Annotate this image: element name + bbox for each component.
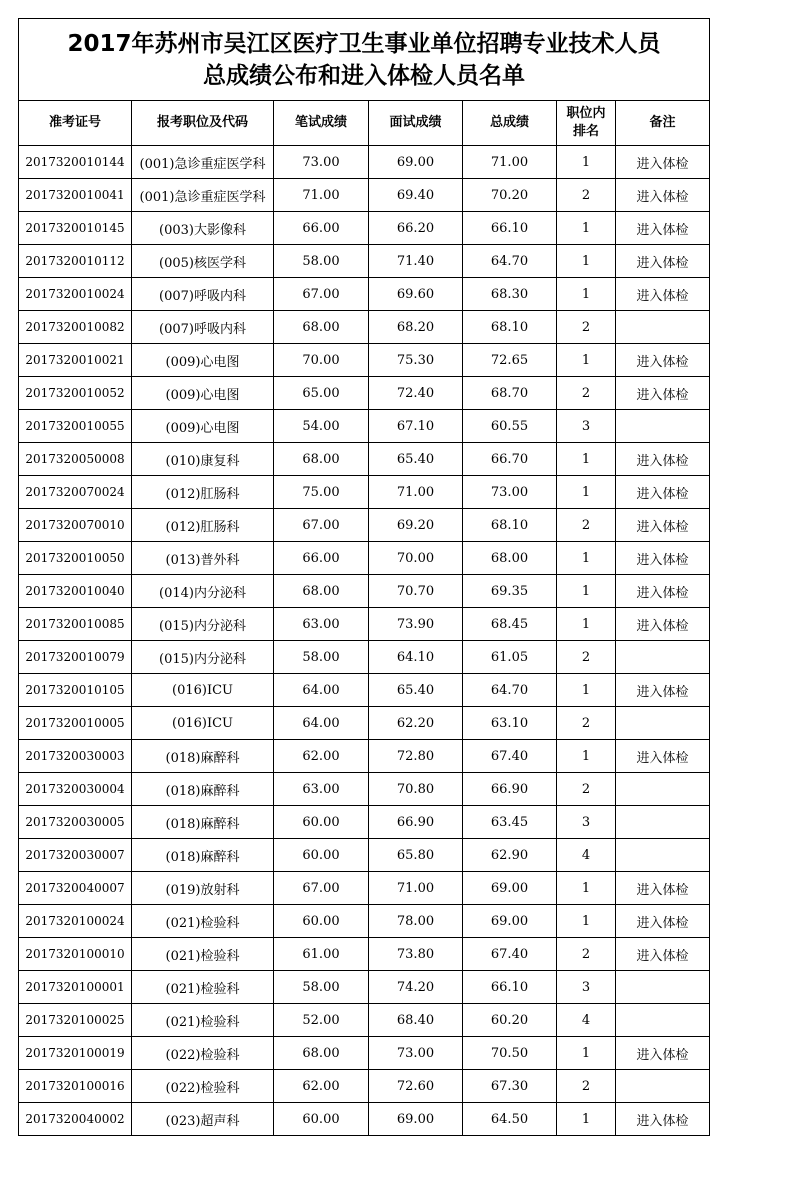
cell-note: 进入体检 xyxy=(616,674,710,707)
cell-note: 进入体检 xyxy=(616,377,710,410)
cell-interview: 68.40 xyxy=(369,1004,463,1037)
header-row xyxy=(19,101,710,146)
table-row xyxy=(19,608,710,641)
cell-position: (019)放射科 xyxy=(132,872,274,905)
table-row xyxy=(19,773,710,806)
header-rank-line-2: 排名 xyxy=(572,124,599,139)
table-row xyxy=(19,377,710,410)
cell-position: (018)麻醉科 xyxy=(132,806,274,839)
table-row xyxy=(19,1103,710,1136)
cell-position: (012)肛肠科 xyxy=(132,509,274,542)
cell-note xyxy=(616,641,710,674)
cell-rank: 4 xyxy=(557,839,616,872)
cell-id: 2017320010041 xyxy=(19,179,132,212)
cell-rank: 2 xyxy=(557,938,616,971)
header-interview: 面试成绩 xyxy=(369,101,463,146)
cell-rank: 1 xyxy=(557,245,616,278)
cell-position: (016)ICU xyxy=(132,707,274,740)
cell-note xyxy=(616,311,710,344)
cell-interview: 74.20 xyxy=(369,971,463,1004)
cell-interview: 72.40 xyxy=(369,377,463,410)
cell-position: (015)内分泌科 xyxy=(132,608,274,641)
cell-interview: 69.00 xyxy=(369,146,463,179)
cell-id: 2017320010112 xyxy=(19,245,132,278)
cell-id: 2017320030007 xyxy=(19,839,132,872)
table-row xyxy=(19,1004,710,1037)
header-position: 报考职位及代码 xyxy=(132,101,274,146)
cell-rank: 2 xyxy=(557,773,616,806)
cell-written: 58.00 xyxy=(274,245,369,278)
cell-id: 2017320010145 xyxy=(19,212,132,245)
table-row xyxy=(19,245,710,278)
cell-rank: 3 xyxy=(557,410,616,443)
cell-interview: 66.20 xyxy=(369,212,463,245)
cell-total: 70.20 xyxy=(463,179,557,212)
cell-position: (007)呼吸内科 xyxy=(132,278,274,311)
results-sheet xyxy=(18,18,709,1136)
cell-written: 58.00 xyxy=(274,971,369,1004)
cell-id: 2017320040007 xyxy=(19,872,132,905)
cell-id: 2017320030003 xyxy=(19,740,132,773)
cell-position: (013)普外科 xyxy=(132,542,274,575)
cell-id: 2017320010052 xyxy=(19,377,132,410)
cell-id: 2017320010021 xyxy=(19,344,132,377)
cell-rank: 3 xyxy=(557,971,616,1004)
cell-total: 62.90 xyxy=(463,839,557,872)
cell-note xyxy=(616,806,710,839)
table-row xyxy=(19,905,710,938)
cell-note: 进入体检 xyxy=(616,245,710,278)
cell-note: 进入体检 xyxy=(616,179,710,212)
cell-written: 66.00 xyxy=(274,212,369,245)
header-rank-line-1: 职位内 xyxy=(566,106,606,121)
cell-id: 2017320100024 xyxy=(19,905,132,938)
cell-id: 2017320030005 xyxy=(19,806,132,839)
cell-written: 75.00 xyxy=(274,476,369,509)
table-row xyxy=(19,674,710,707)
cell-written: 60.00 xyxy=(274,1103,369,1136)
cell-note: 进入体检 xyxy=(616,872,710,905)
cell-total: 64.70 xyxy=(463,245,557,278)
cell-interview: 64.10 xyxy=(369,641,463,674)
cell-written: 62.00 xyxy=(274,1070,369,1103)
cell-total: 69.00 xyxy=(463,872,557,905)
table-row xyxy=(19,146,710,179)
cell-written: 68.00 xyxy=(274,1037,369,1070)
cell-written: 58.00 xyxy=(274,641,369,674)
cell-interview: 71.40 xyxy=(369,245,463,278)
cell-note: 进入体检 xyxy=(616,278,710,311)
cell-interview: 73.80 xyxy=(369,938,463,971)
cell-note: 进入体检 xyxy=(616,509,710,542)
cell-id: 2017320040002 xyxy=(19,1103,132,1136)
table-row xyxy=(19,641,710,674)
cell-rank: 3 xyxy=(557,806,616,839)
cell-interview: 62.20 xyxy=(369,707,463,740)
cell-rank: 1 xyxy=(557,674,616,707)
cell-note: 进入体检 xyxy=(616,938,710,971)
cell-position: (021)检验科 xyxy=(132,1004,274,1037)
cell-note: 进入体检 xyxy=(616,443,710,476)
cell-rank: 1 xyxy=(557,278,616,311)
cell-total: 69.00 xyxy=(463,905,557,938)
cell-total: 66.10 xyxy=(463,212,557,245)
cell-written: 66.00 xyxy=(274,542,369,575)
cell-written: 68.00 xyxy=(274,443,369,476)
cell-position: (021)检验科 xyxy=(132,938,274,971)
cell-position: (001)急诊重症医学科 xyxy=(132,146,274,179)
cell-note: 进入体检 xyxy=(616,608,710,641)
cell-rank: 1 xyxy=(557,1103,616,1136)
cell-interview: 69.20 xyxy=(369,509,463,542)
cell-total: 68.10 xyxy=(463,311,557,344)
cell-rank: 1 xyxy=(557,212,616,245)
cell-rank: 1 xyxy=(557,575,616,608)
cell-total: 63.10 xyxy=(463,707,557,740)
title-row xyxy=(19,19,710,101)
table-row xyxy=(19,1070,710,1103)
cell-total: 71.00 xyxy=(463,146,557,179)
cell-rank: 1 xyxy=(557,542,616,575)
cell-written: 64.00 xyxy=(274,707,369,740)
cell-total: 64.70 xyxy=(463,674,557,707)
table-row xyxy=(19,443,710,476)
cell-position: (003)大影像科 xyxy=(132,212,274,245)
cell-interview: 68.20 xyxy=(369,311,463,344)
cell-rank: 1 xyxy=(557,146,616,179)
cell-id: 2017320100019 xyxy=(19,1037,132,1070)
cell-position: (018)麻醉科 xyxy=(132,740,274,773)
cell-interview: 78.00 xyxy=(369,905,463,938)
table-row xyxy=(19,278,710,311)
table-row xyxy=(19,740,710,773)
cell-total: 60.20 xyxy=(463,1004,557,1037)
cell-id: 2017320030004 xyxy=(19,773,132,806)
cell-total: 61.05 xyxy=(463,641,557,674)
cell-id: 2017320010079 xyxy=(19,641,132,674)
cell-interview: 65.40 xyxy=(369,674,463,707)
cell-total: 68.30 xyxy=(463,278,557,311)
cell-rank: 1 xyxy=(557,1037,616,1070)
table-row xyxy=(19,872,710,905)
cell-note: 进入体检 xyxy=(616,1037,710,1070)
cell-id: 2017320070010 xyxy=(19,509,132,542)
cell-rank: 2 xyxy=(557,311,616,344)
table-body xyxy=(19,146,710,1136)
cell-interview: 75.30 xyxy=(369,344,463,377)
table-row xyxy=(19,971,710,1004)
cell-written: 63.00 xyxy=(274,608,369,641)
cell-written: 65.00 xyxy=(274,377,369,410)
cell-interview: 70.70 xyxy=(369,575,463,608)
cell-rank: 2 xyxy=(557,1070,616,1103)
cell-written: 67.00 xyxy=(274,278,369,311)
cell-written: 64.00 xyxy=(274,674,369,707)
cell-written: 73.00 xyxy=(274,146,369,179)
cell-note xyxy=(616,410,710,443)
cell-id: 2017320010105 xyxy=(19,674,132,707)
cell-id: 2017320100010 xyxy=(19,938,132,971)
cell-position: (007)呼吸内科 xyxy=(132,311,274,344)
cell-total: 68.10 xyxy=(463,509,557,542)
cell-rank: 1 xyxy=(557,443,616,476)
cell-position: (015)内分泌科 xyxy=(132,641,274,674)
cell-interview: 72.80 xyxy=(369,740,463,773)
cell-total: 69.35 xyxy=(463,575,557,608)
cell-written: 61.00 xyxy=(274,938,369,971)
cell-position: (014)内分泌科 xyxy=(132,575,274,608)
cell-written: 60.00 xyxy=(274,839,369,872)
cell-id: 2017320010024 xyxy=(19,278,132,311)
cell-total: 66.90 xyxy=(463,773,557,806)
table-row xyxy=(19,509,710,542)
cell-position: (010)康复科 xyxy=(132,443,274,476)
page-title xyxy=(19,19,710,101)
cell-total: 67.30 xyxy=(463,1070,557,1103)
results-table xyxy=(18,18,710,1136)
cell-note: 进入体检 xyxy=(616,146,710,179)
cell-position: (009)心电图 xyxy=(132,410,274,443)
table-row xyxy=(19,806,710,839)
cell-id: 2017320010040 xyxy=(19,575,132,608)
cell-interview: 65.40 xyxy=(369,443,463,476)
title-line-1: 2017年苏州市吴江区医疗卫生事业单位招聘专业技术人员 xyxy=(67,30,661,57)
cell-rank: 1 xyxy=(557,476,616,509)
cell-interview: 69.60 xyxy=(369,278,463,311)
cell-interview: 71.00 xyxy=(369,476,463,509)
cell-total: 67.40 xyxy=(463,938,557,971)
cell-position: (021)检验科 xyxy=(132,971,274,1004)
cell-id: 2017320010082 xyxy=(19,311,132,344)
cell-note: 进入体检 xyxy=(616,476,710,509)
cell-position: (001)急诊重症医学科 xyxy=(132,179,274,212)
cell-interview: 65.80 xyxy=(369,839,463,872)
header-written: 笔试成绩 xyxy=(274,101,369,146)
cell-id: 2017320010050 xyxy=(19,542,132,575)
cell-total: 73.00 xyxy=(463,476,557,509)
cell-total: 66.70 xyxy=(463,443,557,476)
table-row xyxy=(19,542,710,575)
cell-total: 70.50 xyxy=(463,1037,557,1070)
title-line-2: 总成绩公布和进入体检人员名单 xyxy=(203,62,525,89)
cell-id: 2017320010085 xyxy=(19,608,132,641)
header-note: 备注 xyxy=(616,101,710,146)
cell-interview: 70.80 xyxy=(369,773,463,806)
header-rank xyxy=(557,101,616,146)
cell-total: 68.70 xyxy=(463,377,557,410)
cell-rank: 1 xyxy=(557,905,616,938)
cell-interview: 69.00 xyxy=(369,1103,463,1136)
cell-written: 67.00 xyxy=(274,509,369,542)
cell-id: 2017320010005 xyxy=(19,707,132,740)
cell-total: 66.10 xyxy=(463,971,557,1004)
table-row xyxy=(19,410,710,443)
table-row xyxy=(19,311,710,344)
cell-note: 进入体检 xyxy=(616,212,710,245)
cell-written: 68.00 xyxy=(274,575,369,608)
cell-interview: 70.00 xyxy=(369,542,463,575)
cell-written: 68.00 xyxy=(274,311,369,344)
cell-written: 60.00 xyxy=(274,905,369,938)
cell-note: 进入体检 xyxy=(616,1103,710,1136)
table-row xyxy=(19,212,710,245)
cell-interview: 66.90 xyxy=(369,806,463,839)
cell-rank: 2 xyxy=(557,509,616,542)
cell-id: 2017320070024 xyxy=(19,476,132,509)
cell-rank: 1 xyxy=(557,344,616,377)
cell-rank: 2 xyxy=(557,641,616,674)
cell-position: (021)检验科 xyxy=(132,905,274,938)
cell-total: 72.65 xyxy=(463,344,557,377)
cell-position: (022)检验科 xyxy=(132,1037,274,1070)
cell-interview: 73.90 xyxy=(369,608,463,641)
cell-position: (009)心电图 xyxy=(132,377,274,410)
cell-total: 63.45 xyxy=(463,806,557,839)
cell-position: (018)麻醉科 xyxy=(132,839,274,872)
cell-rank: 1 xyxy=(557,872,616,905)
cell-position: (005)核医学科 xyxy=(132,245,274,278)
cell-interview: 72.60 xyxy=(369,1070,463,1103)
cell-interview: 67.10 xyxy=(369,410,463,443)
cell-id: 2017320100025 xyxy=(19,1004,132,1037)
cell-rank: 1 xyxy=(557,608,616,641)
cell-total: 60.55 xyxy=(463,410,557,443)
table-row xyxy=(19,179,710,212)
cell-interview: 69.40 xyxy=(369,179,463,212)
cell-total: 64.50 xyxy=(463,1103,557,1136)
cell-written: 67.00 xyxy=(274,872,369,905)
cell-interview: 73.00 xyxy=(369,1037,463,1070)
cell-position: (009)心电图 xyxy=(132,344,274,377)
table-row xyxy=(19,938,710,971)
cell-note xyxy=(616,1070,710,1103)
header-total: 总成绩 xyxy=(463,101,557,146)
cell-rank: 1 xyxy=(557,740,616,773)
header-id: 准考证号 xyxy=(19,101,132,146)
cell-note: 进入体检 xyxy=(616,542,710,575)
table-row xyxy=(19,1037,710,1070)
cell-note xyxy=(616,1004,710,1037)
cell-position: (023)超声科 xyxy=(132,1103,274,1136)
cell-note xyxy=(616,839,710,872)
cell-total: 68.45 xyxy=(463,608,557,641)
table-row xyxy=(19,575,710,608)
cell-total: 67.40 xyxy=(463,740,557,773)
cell-note xyxy=(616,707,710,740)
cell-position: (016)ICU xyxy=(132,674,274,707)
cell-position: (018)麻醉科 xyxy=(132,773,274,806)
cell-note: 进入体检 xyxy=(616,575,710,608)
cell-written: 71.00 xyxy=(274,179,369,212)
cell-rank: 2 xyxy=(557,707,616,740)
table-row xyxy=(19,344,710,377)
cell-interview: 71.00 xyxy=(369,872,463,905)
cell-note xyxy=(616,773,710,806)
cell-rank: 2 xyxy=(557,179,616,212)
cell-note: 进入体检 xyxy=(616,905,710,938)
cell-note xyxy=(616,971,710,1004)
cell-total: 68.00 xyxy=(463,542,557,575)
table-row xyxy=(19,707,710,740)
cell-id: 2017320100001 xyxy=(19,971,132,1004)
cell-written: 62.00 xyxy=(274,740,369,773)
cell-id: 2017320010144 xyxy=(19,146,132,179)
cell-written: 52.00 xyxy=(274,1004,369,1037)
cell-written: 70.00 xyxy=(274,344,369,377)
cell-position: (022)检验科 xyxy=(132,1070,274,1103)
cell-position: (012)肛肠科 xyxy=(132,476,274,509)
cell-written: 54.00 xyxy=(274,410,369,443)
cell-note: 进入体检 xyxy=(616,740,710,773)
cell-id: 2017320050008 xyxy=(19,443,132,476)
cell-rank: 4 xyxy=(557,1004,616,1037)
cell-note: 进入体检 xyxy=(616,344,710,377)
cell-written: 60.00 xyxy=(274,806,369,839)
cell-id: 2017320100016 xyxy=(19,1070,132,1103)
cell-rank: 2 xyxy=(557,377,616,410)
cell-id: 2017320010055 xyxy=(19,410,132,443)
table-row xyxy=(19,839,710,872)
cell-written: 63.00 xyxy=(274,773,369,806)
table-row xyxy=(19,476,710,509)
